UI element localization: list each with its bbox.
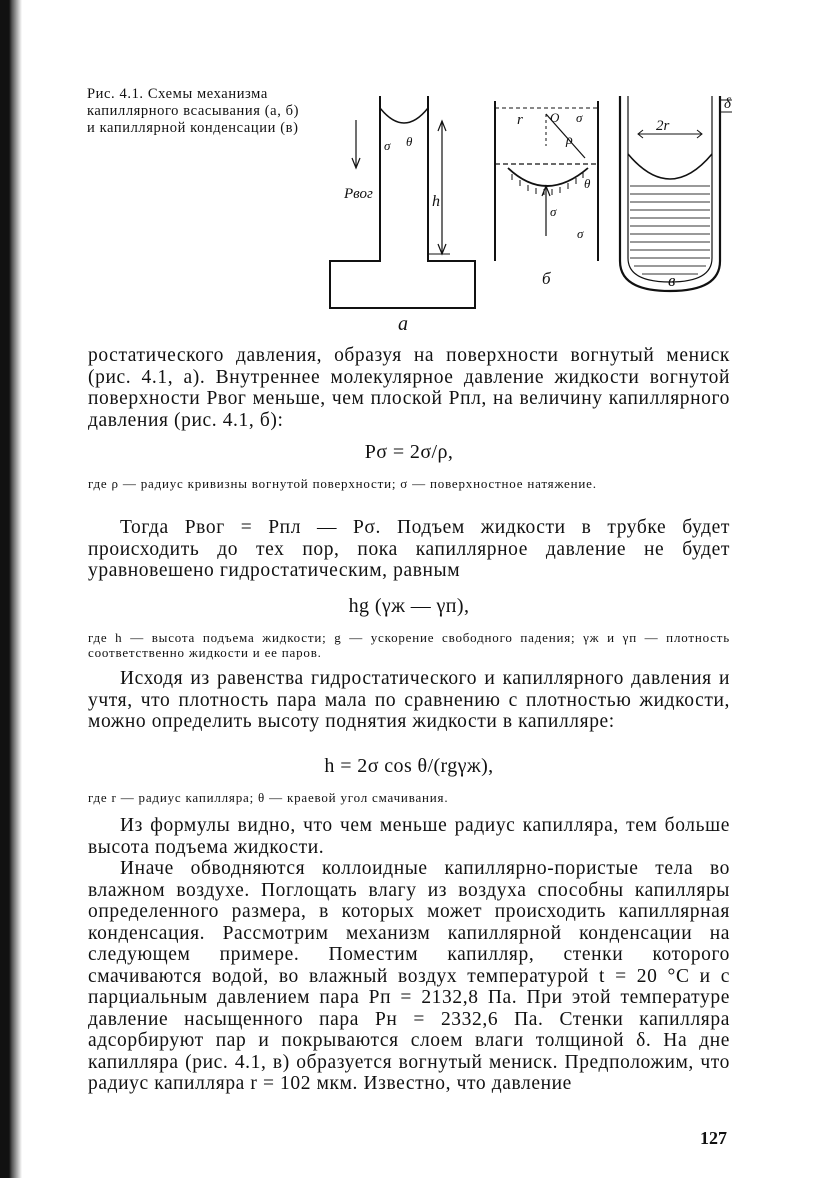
paragraph-4: Из формулы видно, что чем меньше радиус капилляра, тем больше высота подъема жидкости.: [88, 815, 730, 858]
label-h: h: [432, 193, 440, 210]
label-sigma-b-top: σ: [576, 110, 583, 125]
diagram-v-meniscus: [628, 154, 712, 179]
label-rho: ρ: [566, 133, 573, 148]
label-p-vog: Pвог: [344, 186, 373, 202]
note-1: где ρ — радиус кривизны вогнутой поверхности; σ — поверхностное натяжение.: [88, 476, 597, 491]
diagram-a-meniscus: [380, 108, 428, 123]
note-2: где h — высота подъема жидкости; g — ускорение свободного падения; γж и γп — плотность соответственно жидкости и ее паров.: [88, 630, 730, 660]
label-O: O: [550, 110, 560, 125]
figure-caption: Рис. 4.1. Схемы механизма капиллярного всасывания (а, б) и капиллярной конденсации (в): [87, 86, 300, 136]
formula-p-sigma: Pσ = 2σ/ρ,: [364, 441, 454, 463]
label-v: в: [668, 271, 676, 290]
formula-hydrostatic: hg (γж — γп),: [348, 595, 470, 617]
page-number: 127: [700, 1128, 727, 1148]
paragraph-3: Исходя из равенства гидростатического и капиллярного давления и учтя, что плотность пара мала по сравнению с плотностью жидкости, можно определить высоту поднятия жидкости в капилляре:: [88, 668, 730, 732]
diagram-v-capillary: [620, 96, 720, 291]
label-b: б: [542, 269, 551, 288]
label-r-b: r: [517, 112, 523, 128]
diagram-a-tube: [330, 96, 475, 308]
label-2r: 2r: [656, 118, 670, 134]
paragraph-2: Тогда Pвог = Pпл — Pσ. Подъем жидкости в трубке будет происходить до тех пор, пока капиллярное давление не будет уравновешено гидростатическим, равным: [88, 517, 730, 581]
paragraph-1: ростатического давления, образуя на поверхности вогнутый мениск (рис. 4.1, а). Внутреннее молекулярное давление жидкости вогнутой поверхности Pвог меньше, чем плоской Pпл, на величину капиллярного давления (рис. 4.1, б):: [88, 345, 730, 431]
book-binding-edge: [0, 0, 22, 1178]
label-theta-a: θ: [406, 134, 413, 149]
label-a: а: [398, 313, 408, 335]
label-sigma-b: σ: [550, 204, 557, 219]
note-3: где r — радиус капилляра; θ — краевой угол смачивания.: [88, 790, 449, 805]
label-delta: δ: [724, 96, 731, 112]
paragraph-5: Иначе обводняются коллоидные капиллярно-пористые тела во влажном воздухе. Поглощать влагу из воздуха способны капилляры определенного размера, в которых может происходить капиллярная конденсация. Рассмотрим механизм капиллярной конденсации на следующем примере. Поместим капилляр, стенки которого смачиваются водой, во влажный воздух температурой t = 20 °С и с парциальным давлением пара Pп = 2132,8 Па. При этой температуре давление насыщенного пара Pн = 2332,6 Па. Стенки капилляра адсорбируют пар и покрываются слоем влаги толщиной δ. На дне капилляра (рис. 4.1, в) образуется вогнутый мениск. Предположим, что радиус капилляра r = 102 мкм. Известно, что давление: [88, 858, 730, 1094]
label-theta-b: θ: [584, 176, 591, 191]
label-sigma-b-low: σ: [577, 226, 584, 241]
label-sigma-a: σ: [384, 138, 391, 153]
figure-4-1: [320, 86, 740, 336]
formula-height: h = 2σ cos θ/(rgγж),: [324, 755, 494, 777]
